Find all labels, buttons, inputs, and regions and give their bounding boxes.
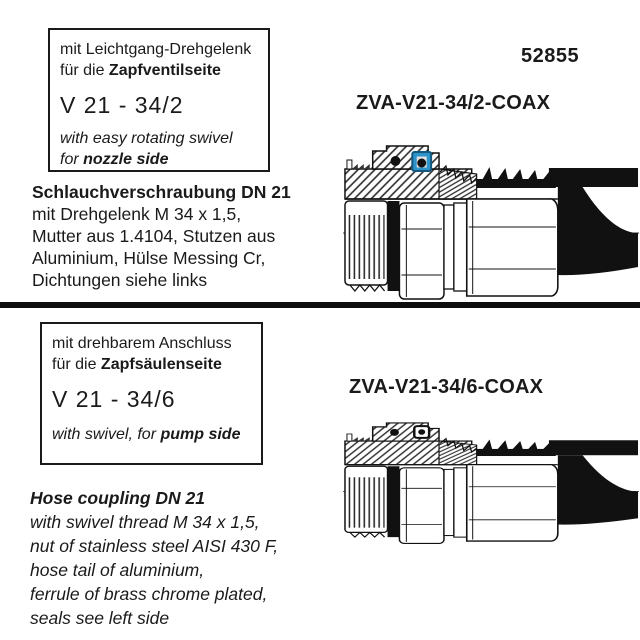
seal-highlight-dot — [417, 159, 426, 168]
variant-en-line: with swivel, for pump side — [52, 426, 241, 443]
description-line: with swivel thread M 34 x 1,5, — [30, 512, 260, 532]
variant-de-line-1: mit drehbarem Anschluss — [52, 335, 232, 352]
variant-en-line-1: with easy rotating swivel — [60, 130, 233, 147]
variant-info-box-nozzle-side — [48, 28, 270, 172]
variant-info-box-pump-side — [40, 322, 263, 465]
coupling-drawing-nozzle-side — [343, 141, 640, 301]
variant-code: V 21 - 34/6 — [52, 386, 176, 412]
description-line: Aluminium, Hülse Messing Cr, — [32, 248, 266, 268]
seal-dot-left — [391, 156, 401, 166]
variant-de-line-2: für die Zapfsäulenseite — [52, 356, 222, 373]
seal-dot-left — [390, 429, 399, 436]
description-line: mit Drehgelenk M 34 x 1,5, — [32, 204, 242, 224]
description-line: Mutter aus 1.4104, Stutzen aus — [32, 226, 276, 246]
coupling-drawing-pump-side — [343, 419, 640, 545]
variant-de-line-2-bold: Zapfventilseite — [108, 62, 221, 79]
seal-marker-dot — [418, 429, 425, 435]
variant-code: V 21 - 34/2 — [60, 92, 184, 118]
variant-en-line-bold: pump side — [160, 426, 241, 443]
variant-de-line-2-bold: Zapfsäulenseite — [100, 356, 222, 373]
description-line: Dichtungen siehe links — [32, 270, 208, 290]
description-line: seals see left side — [30, 608, 170, 628]
description-de — [32, 181, 291, 291]
description-en — [30, 486, 278, 630]
variant-en-line-2: for nozzle side — [60, 151, 169, 168]
order-number: 52855 — [521, 45, 580, 67]
description-de-title: Schlauchverschraubung DN 21 — [32, 182, 291, 202]
variant-en-line-2-bold: nozzle side — [83, 151, 169, 168]
description-en-title: Hose coupling DN 21 — [30, 488, 206, 508]
variant-de-line-2: für die Zapfventilseite — [60, 62, 221, 79]
description-line: hose tail of aluminium, — [30, 560, 205, 580]
description-line: nut of stainless steel AISI 430 F, — [30, 536, 279, 556]
product-code-34-2-coax: ZVA-V21-34/2-COAX — [356, 92, 551, 114]
description-line: ferrule of brass chrome plated, — [30, 584, 268, 604]
variant-de-line-1: mit Leichtgang-Drehgelenk — [60, 41, 252, 58]
section-divider — [0, 302, 640, 308]
product-code-34-6-coax: ZVA-V21-34/6-COAX — [349, 376, 544, 398]
